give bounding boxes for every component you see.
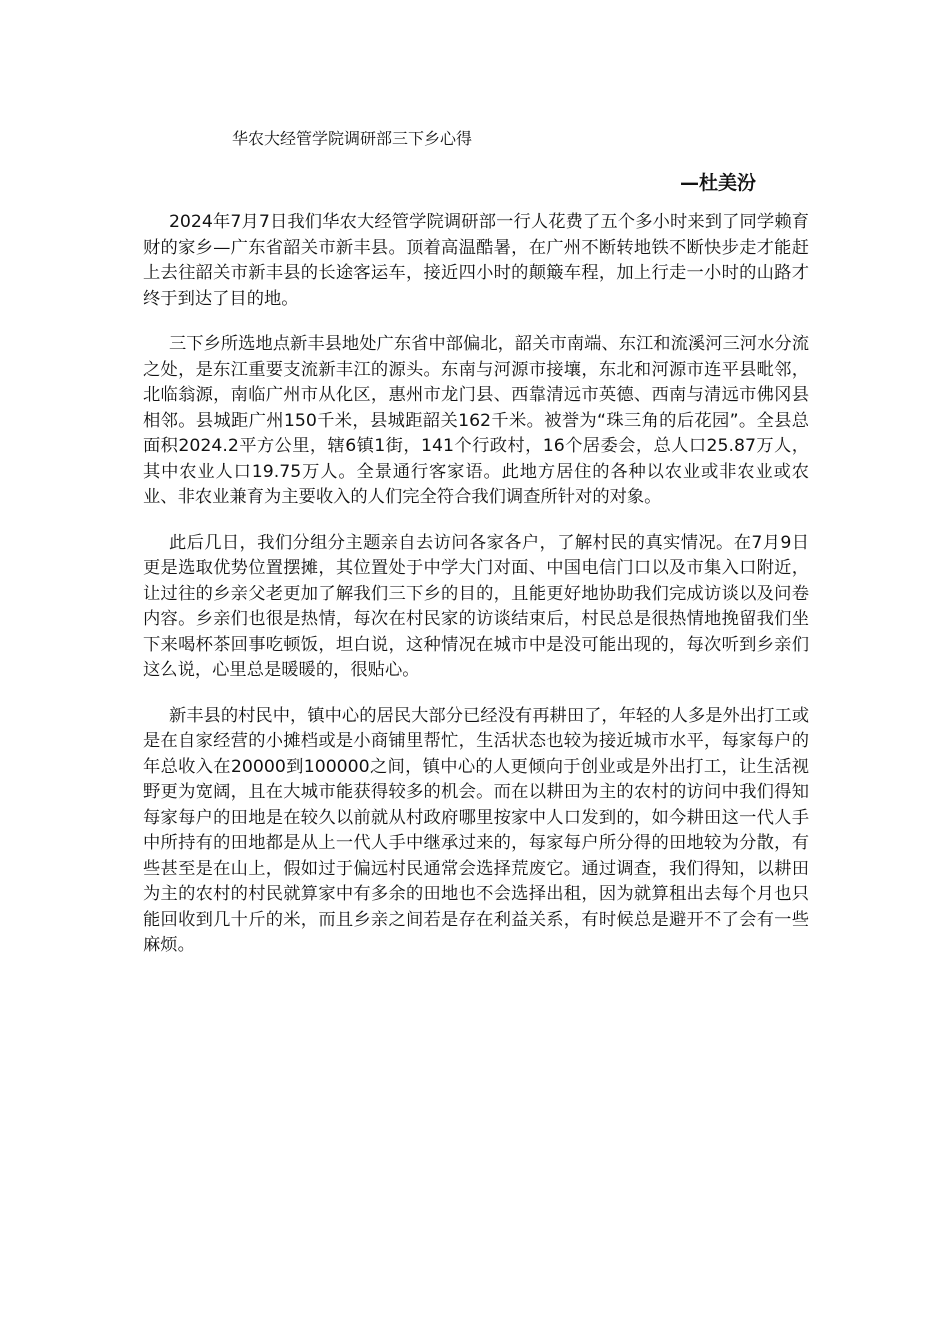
document-body <box>143 210 809 979</box>
paragraph-3: 此后几日，我们分组分主题亲自去访问各家各户，了解村民的真实情况。在7月9日更是选取优势位置摆摊，其位置处于中学大门对面、中国电信门口以及市集入口附近，让过往的乡亲父老更加了解我们三下乡的目的，且能更好地协助我们完成访谈以及问卷内容。乡亲们也很是热情，每次在村民家的访谈结束后，村民总是很热情地挽留我们坐下来喝杯茶回事吃顿饭，坦白说，这种情况在城市中是没可能出现的，每次听到乡亲们这么说，心里总是暖暖的，很贴心。 <box>143 532 809 680</box>
paragraph-2: 三下乡所选地点新丰县地处广东省中部偏北，韶关市南端、东江和流溪河三河水分流之处，是东江重要支流新丰江的源头。东南与河源市接壤，东北和河源市连平县毗邻，北临翁源，南临广州市从化区，惠州市龙门县、西靠清远市英德、西南与清远市佛冈县相邻。县城距广州150千米，县城距韶关162千米。被誉为“珠三角的后花园”。全县总面积2024.2平方公里，辖6镇1街，141个行政村，16个居委会，总人口25.87万人，其中农业人口19.75万人。全景通行客家语。此地方居住的各种以农业或非农业或农业、非农业兼育为主要收入的人们完全符合我们调查所针对的对象。 <box>143 334 809 507</box>
document-title: 华农大经管学院调研部三下乡心得 <box>232 129 473 148</box>
paragraph-1: 2024年7月7日我们华农大经管学院调研部一行人花费了五个多小时来到了同学赖育财的家乡—广东省韶关市新丰县。顶着高温酷暑，在广州不断转地铁不断快步走才能赶上去往韶关市新丰县的长途客运车，接近四小时的颠簸车程，加上行走一小时的山路才终于到达了目的地。 <box>143 212 809 309</box>
document-author: —杜美汾 <box>680 172 757 194</box>
paragraph-4: 新丰县的村民中，镇中心的居民大部分已经没有再耕田了，年轻的人多是外出打工或是在自家经营的小摊档或是小商铺里帮忙，生活状态也较为接近城市水平，每家每户的年总收入在20000到100000之间，镇中心的人更倾向于创业或是外出打工，让生活视野更为宽阔，且在大城市能获得较多的机会。而在以耕田为主的农村的访问中我们得知每家每户的田地是在较久以前就从村政府哪里按家中人口发到的，如今耕田这一代人手中所持有的田地都是从上一代人手中继承过来的，每家每户所分得的田地较为分散，有些甚至是在山上，假如过于偏远村民通常会选择荒废它。通过调查，我们得知，以耕田为主的农村的村民就算家中有多余的田地也不会选择出租，因为就算租出去每个月也只能回收到几十斤的米，而且乡亲之间若是存在利益关系，有时候总是避开不了会有一些麻烦。 <box>143 705 809 955</box>
